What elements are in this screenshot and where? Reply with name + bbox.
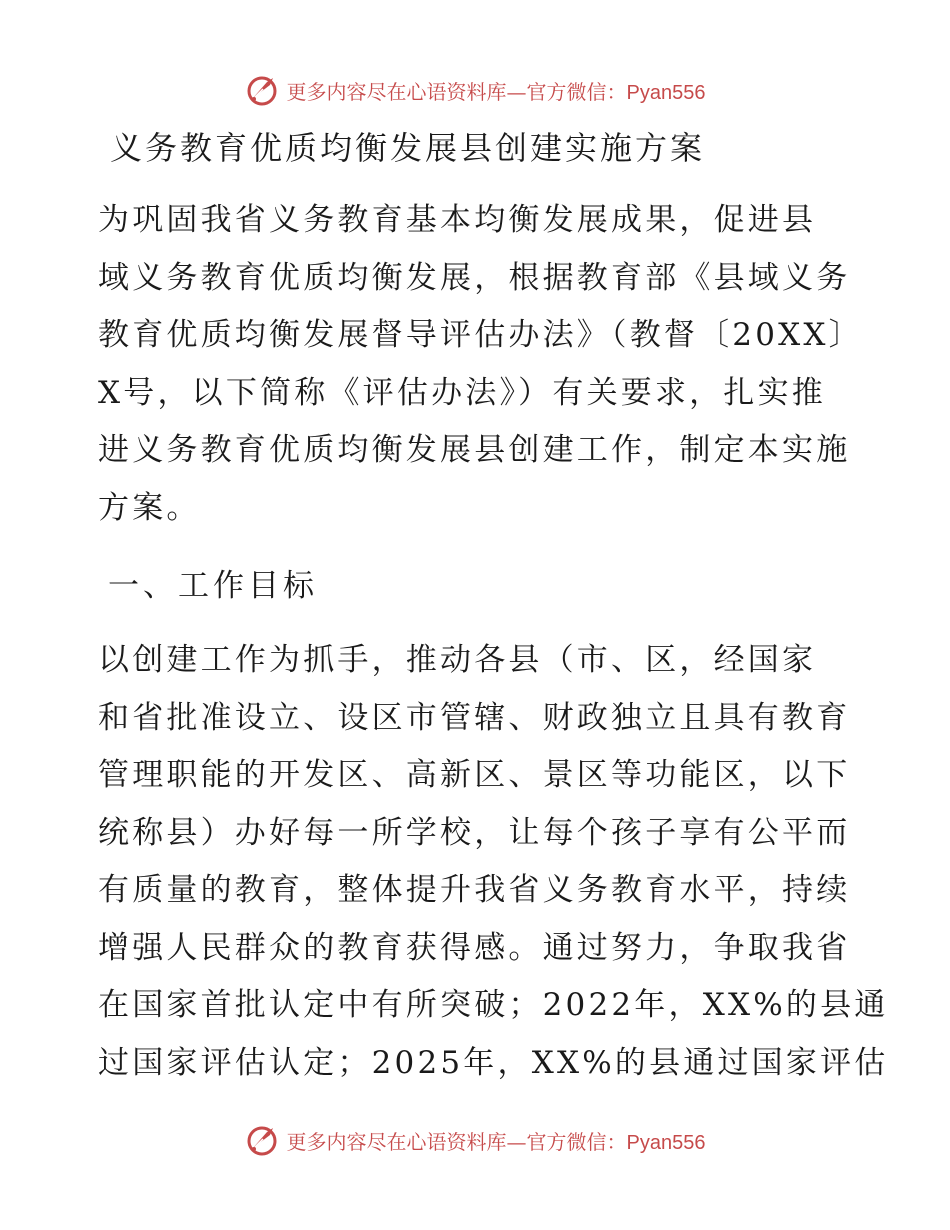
section-heading-goals: 一、工作目标 xyxy=(108,568,318,604)
goals-paragraph xyxy=(98,632,889,1092)
paragraph-line: 增强人民群众的教育获得感。通过努力，争取我省 xyxy=(98,929,851,966)
paragraph-line: 以创建工作为抓手，推动各县（市、区，经国家 xyxy=(98,642,817,678)
paragraph-line: 进义务教育优质均衡发展县创建工作，制定本实施 xyxy=(98,432,851,468)
paragraph-line: 方案。 xyxy=(98,489,201,526)
paragraph-line: 有质量的教育，整体提升我省义务教育水平，持续 xyxy=(98,872,851,908)
document-title: 义务教育优质均衡发展县创建实施方案 xyxy=(110,129,706,167)
footer-watermark xyxy=(0,1120,950,1160)
intro-paragraph xyxy=(98,192,863,537)
paragraph-line: 教育优质均衡发展督导评估办法》（教督〔20XX〕 xyxy=(98,317,863,353)
header-watermark xyxy=(0,70,950,110)
quill-logo-icon xyxy=(245,72,281,108)
paragraph-line: 在国家首批认定中有所突破；2022年，XX%的县通 xyxy=(98,987,889,1023)
paragraph-line: 管理职能的开发区、高新区、景区等功能区，以下 xyxy=(98,757,851,793)
paragraph-line: 过国家评估认定；2025年，XX%的县通过国家评估 xyxy=(98,1044,889,1081)
paragraph-line: 域义务教育优质均衡发展，根据教育部《县域义务 xyxy=(98,259,851,296)
watermark-text: 更多内容尽在心语资料库—官方微信：Pyan556 xyxy=(286,1129,706,1154)
paragraph-line: X号，以下简称《评估办法》）有关要求，扎实推 xyxy=(98,374,826,411)
paragraph-line: 为巩固我省义务教育基本均衡发展成果，促进县 xyxy=(98,202,817,238)
watermark-text: 更多内容尽在心语资料库—官方微信：Pyan556 xyxy=(286,79,706,104)
quill-logo-icon xyxy=(245,1122,281,1158)
paragraph-line: 统称县）办好每一所学校，让每个孩子享有公平而 xyxy=(98,814,851,851)
paragraph-line: 和省批准设立、设区市管辖、财政独立且具有教育 xyxy=(98,699,851,736)
